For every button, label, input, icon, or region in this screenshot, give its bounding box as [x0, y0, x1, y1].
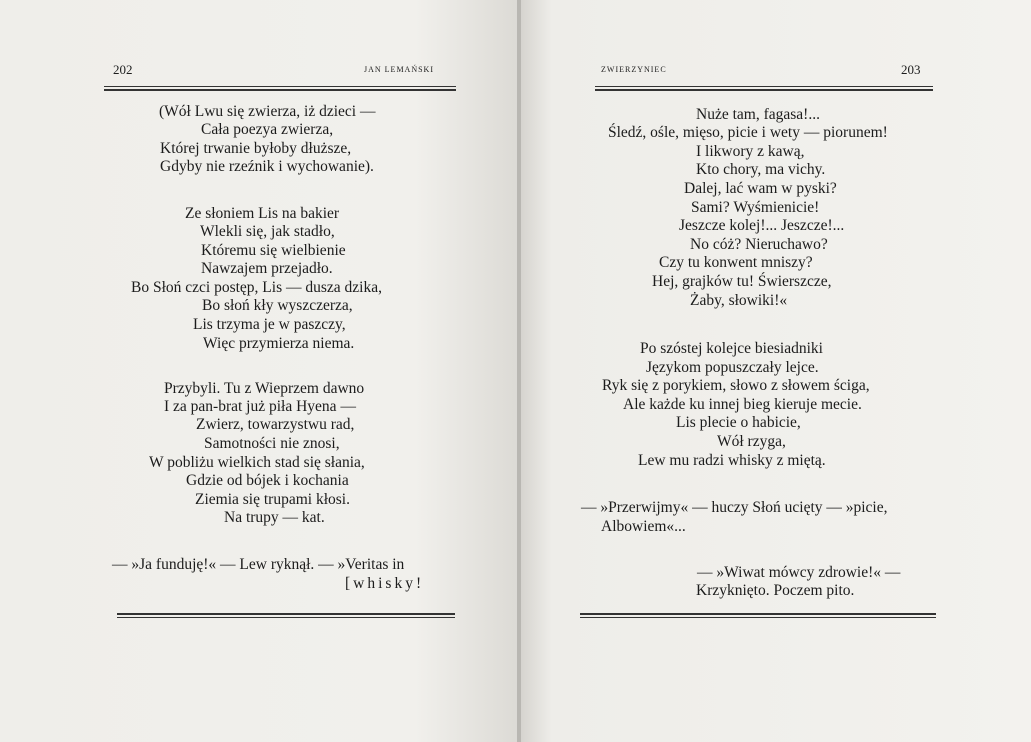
left-header [0, 62, 519, 82]
right-page [521, 0, 1031, 742]
verse-line: No cóż? Nieruchawo? [690, 236, 828, 253]
footer-rule [117, 613, 455, 615]
header-rule [595, 86, 933, 87]
verse-line: Ze słoniem Lis na bakier [185, 205, 340, 222]
verse-line: Samotności nie znosi, [204, 435, 340, 452]
verse-line: Wół rzyga, [717, 433, 786, 450]
verse-line: Gdzie od bójek i kochania [186, 472, 349, 489]
verse-line: Nuże tam, fagasa!... [696, 106, 820, 123]
verse-line: Na trupy — kat. [224, 509, 325, 526]
footer-rule [580, 613, 936, 615]
verse-line: Któremu się wielbienie [201, 242, 346, 259]
header-rule [595, 89, 933, 91]
verse-line: Albowiem«... [601, 518, 686, 535]
verse-line: I za pan-brat już piła Hyena — [164, 398, 356, 415]
verse-line: Gdyby nie rzeźnik i wychowanie). [160, 158, 374, 175]
verse-line: Wlekli się, jak stadło, [200, 223, 335, 240]
verse-line: Bo słoń kły wyszczerza, [202, 297, 353, 314]
verse-line: (Wół Lwu się zwierza, iż dzieci — [159, 103, 376, 120]
verse-line: Ziemia się trupami kłosi. [195, 491, 350, 508]
right-header [521, 62, 1031, 82]
verse-line: Więc przymierza niema. [203, 335, 355, 352]
header-rule [104, 86, 456, 87]
verse-line: Której trwanie byłoby dłuższe, [160, 140, 352, 157]
verse-line: Zwierz, towarzystwu rad, [196, 416, 355, 433]
verse-line: I likwory z kawą, [696, 143, 805, 160]
verse-line: Ryk się z porykiem, słowo z słowem ściga, [602, 377, 870, 394]
verse-line: Lis trzyma je w paszczy, [193, 316, 346, 333]
verse-line: Przybyli. Tu z Wieprzem dawno [164, 380, 365, 397]
header-rule [104, 89, 456, 91]
verse-line: Żaby, słowiki!« [690, 292, 788, 309]
page-number: 202 [113, 62, 133, 77]
verse-line: Językom popuszczały lejce. [646, 359, 819, 376]
footer-rule [117, 617, 455, 618]
verse-line: — »Wiwat mówcy zdrowie!« — [697, 564, 901, 581]
running-head: JAN LEMAŃSKI [364, 65, 434, 74]
verse-line: Śledź, ośle, mięso, picie i wety — piorunem! [608, 124, 888, 141]
verse-line: Dalej, lać wam w pyski? [684, 180, 837, 197]
verse-line: W pobliżu wielkich stad się słania, [149, 454, 365, 471]
verse-line: Po szóstej kolejce biesiadniki [640, 340, 823, 357]
verse-line: Krzyknięto. Poczem pito. [696, 582, 855, 599]
footer-rule [580, 617, 936, 618]
running-head: ZWIERZYNIEC [601, 65, 667, 74]
verse-line: Lis plecie o habicie, [676, 414, 801, 431]
verse-line: Hej, grajków tu! Świerszcze, [652, 273, 832, 290]
verse-line: Czy tu konwent mniszy? [659, 254, 813, 271]
verse-line: Kto chory, ma vichy. [696, 161, 826, 178]
verse-line: Nawzajem przejadło. [201, 260, 333, 277]
verse-line: Ale każde ku innej bieg kieruje mecie. [623, 396, 862, 413]
verse-line: Jeszcze kolej!... Jeszcze!... [679, 217, 845, 234]
verse-line: — »Przerwijmy« — huczy Słoń ucięty — »picie, [581, 499, 888, 516]
verse-line: Cała poezya zwierza, [201, 121, 334, 138]
verse-line: [whisky! [345, 575, 425, 592]
page-number: 203 [901, 62, 921, 77]
verse-line: Bo Słoń czci postęp, Lis — dusza dzika, [131, 279, 382, 296]
verse-line: Lew mu radzi whisky z miętą. [638, 452, 826, 469]
verse-line: Sami? Wyśmienicie! [691, 199, 820, 216]
verse-line: — »Ja funduję!« — Lew ryknął. — »Veritas in [112, 556, 405, 573]
